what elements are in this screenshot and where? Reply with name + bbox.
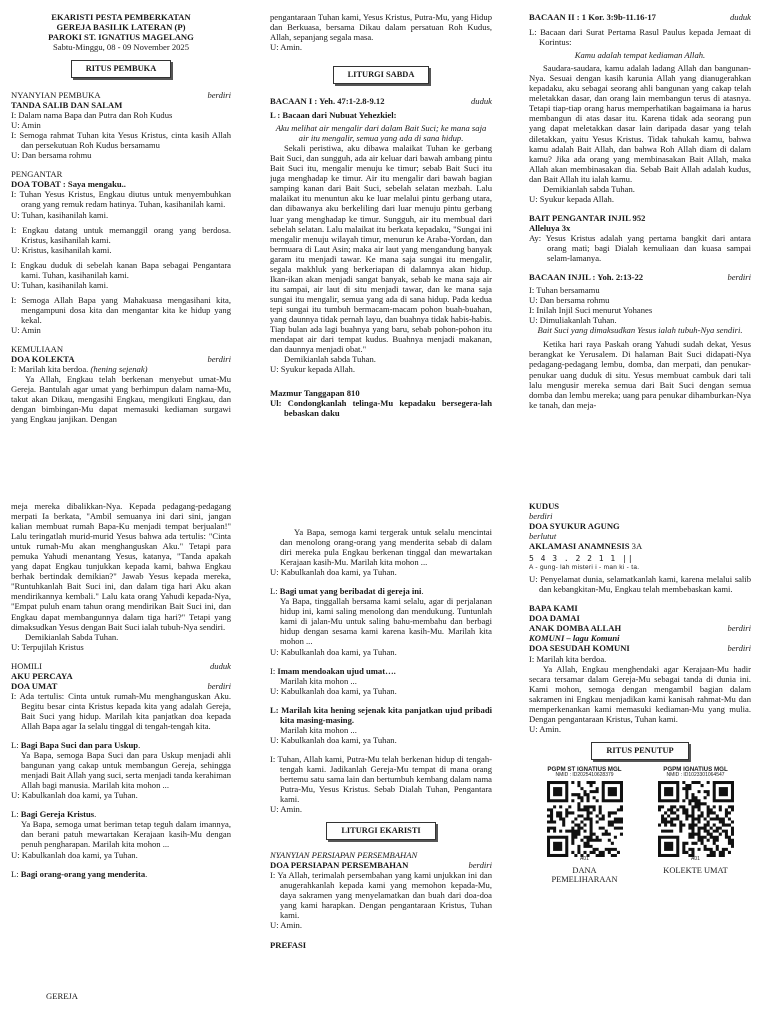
music-notation: 5 4 3 . 2 2 1 1 ||: [529, 554, 634, 564]
kolekta-invitation: I: Marilah kita berdoa. (hening sejenak): [11, 364, 148, 375]
intention-5-text: Marilah kita mohon ...: [280, 675, 357, 686]
posture-berdiri: berdiri: [468, 860, 492, 871]
posture-berlutut: berlutut: [529, 531, 557, 542]
posture-berdiri: berdiri: [529, 511, 553, 522]
posture-berdiri: berdiri: [727, 643, 751, 654]
bacaan-1-subtitle: Aku melihat air mengalir dari dalam Bait Suci; ke mana saja air itu mengalir, semua yang ada di sana hidup.: [275, 123, 487, 144]
tobat-line: I: Semoga Allah Bapa yang Mahakuasa mengasihani kita, mengampuni dosa kita dan mengantar kita ke hidup yang kekal.: [11, 294, 231, 325]
bacaan-1-heading: BACAAN I : Yeh. 47:1-2.8-9.12: [270, 96, 385, 107]
qr-1-caption-1: DANA: [572, 865, 597, 875]
header-line-3: PAROKI ST. IGNATIUS MAGELANG: [48, 32, 194, 43]
tobat-line: U: Amin: [11, 325, 41, 335]
amin: U: Amin.: [270, 42, 302, 53]
qr-1-header: PGPM ST IGNATIUS MGL: [547, 765, 622, 773]
injil-continued: meja mereka dibalikkan-Nya. Kepada pedagang-pedagang merpati Ia berkata, "Ambil semuanya ini dari sini, jangan kalian membuat rumah Bapa-Ku menjadi tempat berjualan!" Lalu teringatlah murid-murid Yesus bahwa ada tertulis: "Cinta untuk rumah-Mu akan menghanguskan Aku." Tetapi para pemuka Yahudi menantang Yesus, katanya, "Tanda apakah yang dapat Engkau tunjukkan kepada kami, bahwa Engkau berhak bertindak demikian?" Jawab Yesus kepada mereka, "Runtuhkanlah Bait Suci ini, dan dalam tiga hari Aku akan mendirikannya kembali." Lalu kata orang Yahudi kepada-Nya, "Empat puluh enam tahun orang mendirikan Bait Suci ini, dan Engkau dapat membangunnya dalam tiga hari?" Tetapi yang dimaksudkan Yesus dengan Bait Suci ialah tubuh-Nya sendiri.: [11, 501, 231, 632]
posture-berdiri: berdiri: [207, 680, 231, 691]
bacaan-2-heading: BACAAN II : 1 Kor. 3:9b-11.16-17: [529, 12, 656, 22]
row-bacaan-1: [270, 96, 492, 106]
kabulkanlah-response: U: Kabulkanlah doa kami, ya Tuhan.: [270, 646, 397, 657]
ts-line: I: Dalam nama Bapa dan Putra dan Roh Kudus: [11, 110, 173, 121]
bacaan-2-text: Saudara-saudara, kamu adalah ladang Allah dan bangunan-Nya. Sesuai dengan kasih karunia Allah yang dianugerahkan kepadaku, aku sebagai seorang ahli bangunan yang cakap telah meletakkan dasar, dan orang lain membangun terus di atasnya. Tetapi tiap-tiap orang harus memperhatikan bagaimana ia harus membangun di atas dasar itu. Karena tidak ada seorang pun yang dapat meletakkan dasar lain daripada dasar yang telah diletakkan, yaitu Yesus Kristus. Tidak tahukah kamu, bahwa kamu adalah Bait Allah, dan bahwa Roh Allah diam di dalam kamu? Jika ada orang yang membinasakan Bait Allah, maka Allah akan membinasakan dia. Sebab Bait Allah adalah kudus, dan Bait Allah itu ialah kamu.: [529, 63, 751, 184]
amin: U: Amin.: [270, 804, 302, 815]
kabulkanlah-response: U: Kabulkanlah doa kami, ya Tuhan.: [11, 790, 138, 801]
tobat-line: I: Tuhan Yesus Kristus, Engkau diutus untuk menyembuhkan orang yang remuk redam hatinya. Tuhan, kasihanilah kami.: [11, 189, 231, 210]
kabulkanlah-response: U: Kabulkanlah doa kami, ya Tuhan.: [270, 734, 397, 745]
doa-syukur-agung-heading: DOA SYUKUR AGUNG: [529, 521, 620, 532]
intention-3-title: L: Bagi orang-orang yang menderita.: [11, 868, 148, 879]
bacaan-2-subtitle: Kamu adalah tempat kediaman Allah.: [574, 50, 706, 61]
footer-text: GEREJA: [46, 991, 78, 1001]
qr-card-kolekte: [640, 766, 751, 886]
bacaan-1-end: Demikianlah sabda Tuhan.: [284, 354, 376, 365]
injil-line: I: Tuhan bersamamu: [529, 285, 600, 296]
tobat-line: U: Tuhan, kasihanilah kami.: [11, 209, 109, 220]
date-line: Sabtu-Minggu, 08 - 09 November 2025: [52, 42, 190, 53]
music-lyrics: A - gung- lah misteri i - man ki - ta.: [529, 563, 640, 571]
qr-card-dana: [529, 766, 640, 886]
section-box-ritus-penutup: RITUS PENUTUP: [591, 742, 688, 760]
pengantar-heading: PENGANTAR: [11, 169, 63, 180]
intention-1-text: Ya Bapa, semoga Bapa Suci dan para Uskup menjadi ahli bangunan yang cakap untuk membangun Gereja, sehingga menjadi Bait Allah yang suci, serta menjadi tanda kerahiman Allah bagi manusia. Marilah kita mohon ...: [21, 750, 231, 791]
posture-berdiri: berdiri: [207, 354, 231, 365]
intention-5-title: I: Imam mendoakan ujud umat….: [270, 665, 396, 676]
row-nyanyian-pembuka: [11, 90, 231, 100]
column-top-middle: [270, 12, 492, 494]
aklamasi-number: 3A: [631, 541, 643, 552]
doa-umat-heading: DOA UMAT: [11, 680, 58, 691]
posture-duduk: duduk: [470, 96, 492, 107]
tobat-line: I: Engkau datang untuk memanggil orang yang berdosa. Kristus, kasihanilah kami.: [11, 224, 231, 245]
intention-1-title: L: Bagi Bapa Suci dan para Uskup.: [11, 740, 141, 751]
qr-2-nmid: NMID : ID1023301064547: [666, 771, 725, 778]
kolekta-end: pengantaraan Tuhan kami, Yesus Kristus, Putra-Mu, yang Hidup dan Berkuasa, bersama Dikau dalam persatuan Roh Kudus, Allah, sepanjang segala masa.: [270, 12, 492, 43]
doa-umat-intro: I: Ada tertulis: Cinta untuk rumah-Mu menghanguskan Aku. Begitu besar cinta Kristus kepada kita yang adalah Gereja, Bait Suci yang hidup. Marilah kita panjatkan doa kepada Allah Bapa agar Ia selalu tinggal di tengah-tengah kita.: [11, 690, 231, 731]
mazmur-refrain: Ul: Condongkanlah telinga-Mu kepadaku bersegera-lah bebaskan daku: [270, 398, 492, 419]
nyanyian-pembuka: NYANYIAN PEMBUKA: [11, 90, 101, 101]
intention-4-text: Ya Bapa, tinggallah bersama kami selalu, agar di perjalanan hidup ini, kami saling menolong dan mendukung. Tuntunlah kami di jalan-Mu untuk saling bahu-membahu dan berbagi hidup dengan sesama kami karena kasih-Mu. Marilah kita mohon ...: [280, 596, 492, 647]
row-anak-domba: [529, 623, 751, 633]
row-bacaan-2: [529, 12, 751, 22]
injil-line: U: Dimuliakanlah Tuhan.: [529, 315, 617, 326]
injil-subtitle: Bait Suci yang dimaksudkan Yesus ialah tubuh-Nya sendiri.: [537, 325, 743, 336]
row-doa-persembahan: [270, 860, 492, 870]
qr-row: [529, 766, 751, 886]
column-bottom-middle: [270, 527, 492, 1017]
doa-sesudah-text: Ya Allah, Engkau menghendaki agar Kerajaan-Mu hadir secara tersamar dalam Gereja-Mu sebagai tanda di dunia ini. Kami mohon, semoga dengan mengambil bagian dalam sakramen ini Engkau menjadikan kami kanisah rahmat-Mu dan memperkenankan kami memasuki kediaman-Mu yang mulia. Dengan pengantaraan Kristus, Tuhan kami.: [529, 663, 751, 724]
doa-umat-closing: I: Tuhan, Allah kami, Putra-Mu telah berkenan hidup di tengah-tengah kami. Jadikanlah Gereja-Mu tempat di mana orang bertemu satu sama lain dan bertumbuh kembang dalam nama Putra-Mu, Yesus Kristus. Sebab Dialah Tuhan, Pengantara kami.: [270, 753, 492, 805]
doa-damai-heading: DOA DAMAI: [529, 613, 580, 624]
aku-percaya-heading: AKU PERCAYA: [11, 670, 73, 681]
doa-sesudah-invitation: I: Marilah kita berdoa.: [529, 653, 607, 664]
section-box-ritus-pembuka: RITUS PEMBUKA: [71, 60, 172, 78]
column-bottom-right: [529, 501, 751, 971]
terpuji-response: U: Terpujilah Kristus: [11, 641, 84, 652]
tobat-line: U: Kristus, kasihanilah kami.: [11, 244, 112, 255]
kolekta-text: Ya Allah, Engkau telah berkenan menyebut umat-Mu Gereja. Bantulah agar umat yang berhimpun dalam nama-Mu, takut akan Dikau, mengasihi Engkau, mengikuti Engkau, dan dengan bimbingan-Mu dapat memasuki kediaman surgawi yang Engkau janjikan. Dengan: [11, 374, 231, 425]
anak-domba-heading: ANAK DOMBA ALLAH: [529, 623, 622, 634]
doa-persembahan-text: I: Ya Allah, terimalah persembahan yang kami unjukkan ini dan anugerahkanlah kepada kami yang memohon kepada-Mu, daya sakramen yang menyelamatkan dan buah dari doa-doa yang kami harapkan. Dengan pengantaraan Kristus, Tuhan kami.: [270, 870, 492, 921]
intention-4-title: L: Bagi umat yang beribadat di gereja ini.: [270, 586, 424, 597]
posture-duduk: duduk: [209, 660, 231, 671]
posture-duduk: duduk: [729, 12, 751, 22]
qr-1-caption-2: PEMELIHARAAN: [551, 875, 618, 885]
row-bacaan-injil: [529, 272, 751, 282]
amin: U: Amin.: [270, 920, 302, 931]
section-box-liturgi-ekaristi: LITURGI EKARISTI: [326, 822, 435, 840]
posture-berdiri: berdiri: [727, 272, 751, 283]
row-doa-kolekta: [11, 354, 231, 364]
alleluya: Alleluya 3x: [529, 222, 571, 233]
aklamasi-heading: AKLAMASI ANAMNESIS 3A: [529, 541, 643, 552]
column-top-left: [11, 12, 231, 494]
doa-persembahan-heading: DOA PERSIAPAN PERSEMBAHAN: [270, 860, 409, 871]
qr-1-code: A01: [580, 855, 589, 862]
tobat-line: I: Engkau duduk di sebelah kanan Bapa sebagai Pengantara kami. Tuhan, kasihanilah kami.: [11, 259, 231, 280]
column-bottom-left: [11, 501, 231, 971]
qr-2-code: A01: [691, 855, 700, 862]
kemuliaan-heading: KEMULIAAN: [11, 344, 64, 355]
ts-line: U: Dan bersama rohmu: [11, 150, 92, 161]
kabulkanlah-response: U: Kabulkanlah doa kami, ya Tuhan.: [11, 849, 138, 860]
injil-end: Demikianlah Sabda Tuhan.: [25, 631, 119, 642]
syukur-response: U: Syukur kepada Allah.: [529, 193, 614, 204]
ayat: Ay: Yesus Kristus adalah yang pertama bangkit dari antara orang mati; bagi Dialah kemuliaan dan kuasa sampai selam-lamanya.: [529, 232, 751, 264]
ts-line: U: Amin: [11, 120, 41, 131]
qr-code-icon[interactable]: [658, 781, 734, 857]
doa-sesudah-komuni-heading: DOA SESUDAH KOMUNI: [529, 643, 630, 654]
posture-berdiri: berdiri: [207, 90, 231, 101]
column-top-right: [529, 12, 751, 494]
injil-line: U: Dan bersama rohmu: [529, 295, 610, 306]
header-line-1: EKARISTI PESTA PEMBERKATAN: [51, 12, 191, 22]
row-doa-umat: [11, 681, 231, 691]
intention-6-text: Marilah kita mohon ...: [280, 724, 357, 735]
intention-2-title: L: Bagi Gereja Kristus.: [11, 809, 97, 820]
qr-code-icon[interactable]: [547, 781, 623, 857]
injil-text: Ketika hari raya Paskah orang Yahudi sudah dekat, Yesus berangkat ke Yerusalem. Di halaman Bait Suci didapati-Nya pedagang-pedagang lembu, domba, dan merpati, dan penukar-penukar uang duduk di situ. Yesus membuat cambuk dari tali lalu mengusir mereka semua dari Bait Suci dengan semua domba dan lembu mereka; uang para penukar dihamburkan-Nya ke tanah, dan meja-: [529, 339, 751, 410]
intention-2-text: Ya Bapa, semoga umat beriman tetap teguh dalam imannya, dan berani patuh mewartakan Kerajaan kasih-Mu dengan penuh pengharapan. Marilah kita mohon ...: [21, 819, 231, 850]
doa-tobat-heading: DOA TOBAT : Saya mengaku..: [11, 179, 126, 190]
bacaan-2-intro: L: Bacaan dari Surat Pertama Rasul Paulus kepada Jemaat di Korintus:: [529, 27, 751, 48]
syukur-response: U: Syukur kepada Allah.: [270, 364, 355, 375]
qr-2-header: PGPM IGNATIUS MGL: [663, 765, 728, 773]
hening-note: (hening sejenak): [90, 364, 148, 375]
komuni-heading: KOMUNI – lagu Komuni: [529, 633, 620, 644]
bacaan-2-end: Demikianlah sabda Tuhan.: [543, 183, 635, 194]
amin: U: Amin.: [529, 723, 561, 734]
section-box-liturgi-sabda: LITURGI SABDA: [333, 66, 430, 84]
kudus-heading: KUDUS: [529, 501, 560, 511]
tobat-line: U: Tuhan, kasihanilah kami.: [11, 279, 109, 290]
row-homili: [11, 661, 231, 671]
bacaan-1-intro: L : Bacaan dari Nubuat Yehezkiel:: [270, 110, 397, 121]
intention-6-title: L: Marilah kita hening sejenak kita panjatkan ujud pribadi kita masing-masing.: [270, 704, 492, 725]
mazmur-heading: Mazmur Tanggapan 810: [270, 388, 360, 399]
kabulkanlah-response: U: Kabulkanlah doa kami, ya Tuhan.: [270, 685, 397, 696]
kabulkanlah-response: U: Kabulkanlah doa kami, ya Tuhan.: [270, 567, 397, 578]
intention-3-text: Ya Bapa, semoga kami tergerak untuk selalu mencintai dan menolong orang-orang yang menderita sebab di dalam diri mereka pula Engkau berkenan tinggal dan mewartakan Kerajaan kasih-Mu. Marilah kita mohon ...: [280, 527, 492, 568]
prefasi-heading: PREFASI: [270, 940, 307, 951]
injil-line: I: Inilah Injil Suci menurut Yohanes: [529, 305, 653, 316]
doa-kolekta-heading: DOA KOLEKTA: [11, 354, 75, 365]
bait-pengantar-heading: BAIT PENGANTAR INJIL 952: [529, 212, 646, 223]
ts-line: I: Semoga rahmat Tuhan kita Yesus Kristus, cinta kasih Allah dan persekutuan Roh Kudus bersamamu: [11, 130, 231, 151]
bacaan-1-text: Sekali peristiwa, aku dibawa malaikat Tuhan ke gerbang Bait Suci, dan sungguh, ada air keluar dari bawah ambang pintu Bait Suci itu, mengalir menuju ke timur; sebab Bait Suci itu juga menghadap ke timur. Air itu mengalir dari bawah bagian samping kanan dari Bait Suci, sebelah selatan mezbah. Lalu malaikat itu menuntun aku ke luar melalui pintu gerbang utara, dan dibawanya aku berkeliling dari luar menuju pintu gerbang luar yang menghadap ke timur. Sungguh, air itu membual dari sebelah selatan. Lalu malaikat itu berkata kepadaku, "Sungai ini mengalir menuju wilayah timur, menurun ke Araba-Yordan, dan bermuara di Laut Asin; maka air laut yang mengandung banyak garam itu menjadi tawar. Ke mana saja sungai itu mengalir, segala makhluk yang berkeriapan di dalamnya akan hidup. Ikan-ikan akan menjadi sangat banyak, sebab ke mana saja air itu sampai, air laut di situ menjadi tawar, dan ke mana saja sungai itu mengalir, semua yang ada di sana hidup. Pada kedua tepi sungai itu tumbuh bermacam-macam pohon buah-buahan, yang daunnya tidak pernah layu, dan buahnya tidak habis-habis. Tiap bulan ada lagi buahnya yang baru, sebab pohon-pohon itu mendapat air dari tempat kudus. Buahnya menjadi makanan, dan daunnya menjadi obat.": [270, 143, 492, 355]
aklamasi-response: U: Penyelamat dunia, selamatkanlah kami, karena melalui salib dan kebangkitan-Mu, Engkau telah membebaskan kami.: [529, 574, 751, 595]
bacaan-injil-heading: BACAAN INJIL : Yoh. 2:13-22: [529, 272, 644, 283]
qr-2-caption: KOLEKTE UMAT: [663, 865, 728, 875]
qr-1-nmid: NMID : ID2025410628379: [555, 771, 614, 778]
posture-berdiri: berdiri: [727, 623, 751, 634]
bapa-kami-heading: BAPA KAMI: [529, 603, 578, 614]
header-line-2: GEREJA BASILIK LATERAN (P): [56, 22, 186, 33]
row-doa-sesudah: [529, 643, 751, 653]
homili-heading: HOMILI: [11, 660, 43, 671]
tanda-salib-heading: TANDA SALIB DAN SALAM: [11, 100, 123, 111]
nyanyian-persembahan: NYANYIAN PERSIAPAN PERSEMBAHAN: [270, 850, 418, 860]
